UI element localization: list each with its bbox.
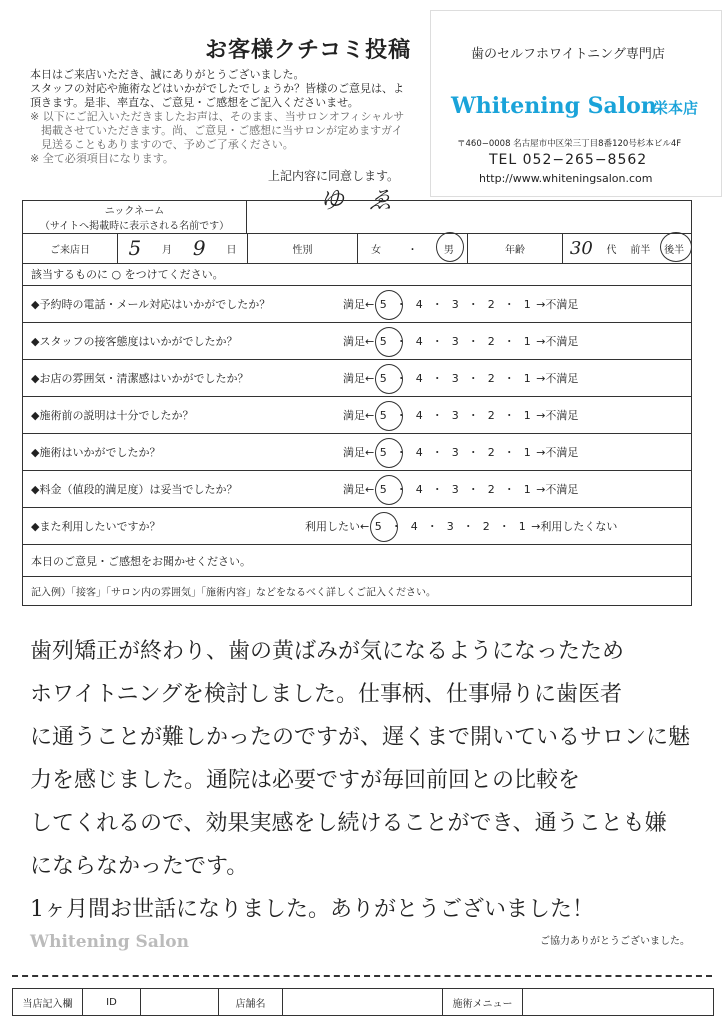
brand-logo: Whitening Salon bbox=[451, 93, 657, 119]
brand-branch: 栄本店 bbox=[653, 99, 699, 117]
rating-scale bbox=[343, 370, 578, 386]
question-row bbox=[23, 433, 691, 471]
staff-use-table bbox=[12, 988, 714, 1016]
visit-day-unit: 日 bbox=[226, 244, 237, 256]
brand-url: http://www.whiteningsalon.com bbox=[479, 172, 653, 185]
scale-option[interactable]: 2 bbox=[487, 334, 495, 348]
scale-separator: ・ bbox=[498, 519, 510, 533]
comment-label: 本日のご意見・ご感想をお聞かせください。 bbox=[31, 555, 251, 568]
scale-separator: ・ bbox=[503, 297, 515, 311]
rating-scale bbox=[343, 333, 578, 349]
scale-option[interactable]: 4 bbox=[415, 297, 423, 311]
comment-line: に通うことが難しかったのですが、遅くまで開いているサロンに魅 bbox=[30, 725, 691, 750]
page-title: お客様クチコミ投稿 bbox=[205, 38, 412, 63]
question-row bbox=[23, 396, 691, 434]
question-text: ◆また利用したいですか？ bbox=[31, 519, 161, 533]
comment-label-row bbox=[23, 546, 691, 577]
question-text: ◆スタッフの接客態度はいかがでしたか？ bbox=[31, 334, 238, 348]
scale-separator: ・ bbox=[503, 371, 515, 385]
scale-left-label: 満足← bbox=[343, 408, 375, 422]
scale-option[interactable]: 3 bbox=[451, 482, 459, 496]
scale-option[interactable]: 1 bbox=[523, 334, 531, 348]
question-row bbox=[23, 322, 691, 360]
age-unit: 代 bbox=[606, 244, 617, 256]
question-text: ◆お店の雰囲気・清潔感はいかがでしたか？ bbox=[31, 371, 249, 385]
intro-line: スタッフの対応や施術などはいかがでしたでしょうか？皆様のご意見は、よ bbox=[30, 82, 404, 95]
staff-cell: 施術メニュー bbox=[443, 989, 523, 1015]
scale-option[interactable]: 1 bbox=[523, 408, 531, 422]
scale-separator: ・ bbox=[431, 482, 443, 496]
question-text: ◆施術はいかがでしたか？ bbox=[31, 445, 161, 459]
selection-circle bbox=[436, 232, 464, 262]
question-row bbox=[23, 470, 691, 508]
scale-option[interactable]: 1 bbox=[523, 445, 531, 459]
scale-separator: ・ bbox=[503, 482, 515, 496]
handwritten-comment bbox=[30, 630, 702, 931]
scale-left-label: 満足← bbox=[343, 482, 375, 496]
intro-text bbox=[30, 68, 440, 166]
scale-left-label: 利用したい← bbox=[305, 519, 370, 533]
scale-option[interactable]: 5 bbox=[374, 483, 392, 496]
scale-separator: ・ bbox=[431, 334, 443, 348]
staff-cell[interactable] bbox=[523, 989, 713, 1015]
note-line: ※ 全て必須項目になります。 bbox=[30, 152, 174, 165]
scale-separator: ・ bbox=[390, 519, 402, 533]
footer-logo: Whitening Salon bbox=[30, 932, 190, 952]
scale-separator: ・ bbox=[431, 445, 443, 459]
rating-scale bbox=[305, 518, 617, 534]
age-value-cell bbox=[563, 233, 691, 263]
rating-scale bbox=[343, 444, 578, 460]
example-text: 記入例）「接客」「サロン内の雰囲気」「施術内容」などをなるべく詳しくご記入ください。 bbox=[31, 587, 436, 598]
scale-option[interactable]: 1 bbox=[523, 371, 531, 385]
staff-cell[interactable] bbox=[283, 989, 443, 1015]
note-line: 掲載させていただきます。尚、ご意見・ご感想に当サロンが定めますガイ bbox=[30, 124, 403, 137]
scale-separator: ・ bbox=[431, 371, 443, 385]
scale-option[interactable]: 5 bbox=[374, 409, 392, 422]
brand-address: 〒460−0008 名古屋市中区栄三丁目8番120号杉本ビル4F bbox=[457, 139, 682, 149]
scale-separator: ・ bbox=[467, 297, 479, 311]
comment-line: してくれるので、効果実感をし続けることができ、通うことも嫌 bbox=[30, 811, 667, 836]
survey-form bbox=[22, 200, 692, 606]
comment-line: にならなかったです。 bbox=[30, 854, 249, 879]
rating-scale bbox=[343, 296, 578, 312]
scale-option[interactable]: 5 bbox=[369, 520, 387, 533]
scale-option[interactable]: 4 bbox=[415, 371, 423, 385]
rating-scale bbox=[343, 481, 578, 497]
scale-right-label: →不満足 bbox=[536, 371, 579, 385]
scale-right-label: →不満足 bbox=[536, 482, 579, 496]
staff-cell: ID bbox=[83, 989, 141, 1015]
note-line: ※ 以下にご記入いただきましたお声は、そのまま、当サロンオフィシャルサ bbox=[30, 110, 405, 123]
scale-separator: ・ bbox=[426, 519, 438, 533]
age-second-label: 後半 bbox=[664, 244, 685, 256]
scale-separator: ・ bbox=[467, 408, 479, 422]
nickname-row bbox=[23, 201, 691, 234]
scale-separator: ・ bbox=[431, 297, 443, 311]
scale-option[interactable]: 3 bbox=[451, 297, 459, 311]
staff-cell: 当店記入欄 bbox=[13, 989, 83, 1015]
staff-cell: 店舗名 bbox=[219, 989, 283, 1015]
scale-left-label: 満足← bbox=[343, 371, 375, 385]
note-line: 見送ることもありますので、予めご了承ください。 bbox=[30, 138, 294, 151]
example-row bbox=[23, 576, 691, 605]
scale-separator: ・ bbox=[431, 408, 443, 422]
brand-tagline: 歯のセルフホワイトニング専門店 bbox=[471, 47, 665, 62]
gender-separator: ・ bbox=[407, 244, 418, 256]
scale-separator: ・ bbox=[395, 297, 407, 311]
scale-option[interactable]: 2 bbox=[487, 371, 495, 385]
scale-option[interactable]: 1 bbox=[523, 482, 531, 496]
gender-options-cell bbox=[358, 233, 468, 263]
scale-option[interactable]: 3 bbox=[451, 371, 459, 385]
scale-separator: ・ bbox=[467, 445, 479, 459]
scale-option[interactable]: 5 bbox=[374, 335, 392, 348]
visit-row bbox=[23, 233, 691, 264]
gender-label: 性別 bbox=[292, 244, 313, 256]
scale-option[interactable]: 5 bbox=[374, 372, 392, 385]
scale-right-label: →不満足 bbox=[536, 297, 579, 311]
brand-tel: TEL 052−265−8562 bbox=[489, 152, 648, 168]
scale-right-label: →利用したくない bbox=[531, 519, 618, 533]
scale-separator: ・ bbox=[503, 408, 515, 422]
scale-option[interactable]: 2 bbox=[482, 519, 490, 533]
scale-option[interactable]: 4 bbox=[415, 408, 423, 422]
instruction-text: 該当するものに ○ をつけてください。 bbox=[31, 268, 224, 281]
nickname-sub-label: （サイトへ掲載時に表示される名前です） bbox=[39, 221, 230, 232]
visit-month-value: 5 bbox=[128, 236, 142, 260]
visit-label: ご来店日 bbox=[50, 244, 90, 256]
scale-separator: ・ bbox=[395, 445, 407, 459]
gender-male-label: 男 bbox=[443, 244, 454, 256]
scale-option[interactable]: 4 bbox=[415, 334, 423, 348]
scale-separator: ・ bbox=[462, 519, 474, 533]
scale-left-label: 満足← bbox=[343, 297, 375, 311]
scale-option[interactable]: 4 bbox=[410, 519, 418, 533]
question-row bbox=[23, 507, 691, 545]
scale-option[interactable]: 2 bbox=[487, 445, 495, 459]
visit-date-cell bbox=[118, 233, 248, 263]
age-label-cell bbox=[468, 233, 563, 263]
scale-separator: ・ bbox=[503, 445, 515, 459]
brand-card bbox=[430, 10, 722, 197]
scale-separator: ・ bbox=[395, 334, 407, 348]
visit-day-value: 9 bbox=[192, 236, 206, 260]
visit-month-unit: 月 bbox=[162, 244, 173, 256]
agreement-text: 上記内容に同意します。 bbox=[268, 169, 400, 183]
scale-right-label: →不満足 bbox=[536, 334, 579, 348]
rating-scale bbox=[343, 407, 578, 423]
scale-option[interactable]: 4 bbox=[415, 482, 423, 496]
comment-line: 歯列矯正が終わり、歯の黄ばみが気になるようになったため bbox=[30, 639, 625, 664]
question-text: ◆料金（値段的満足度）は妥当でしたか？ bbox=[31, 482, 238, 496]
question-row bbox=[23, 285, 691, 323]
comment-line: ホワイトニングを検討しました。仕事柄、仕事帰りに歯医者 bbox=[30, 682, 623, 707]
gender-female[interactable]: 女 bbox=[371, 244, 382, 256]
intro-line: 頂きます。是非、率直な、ご意見・ご感想をご記入くださいませ。 bbox=[30, 96, 359, 109]
scale-option[interactable]: 3 bbox=[446, 519, 454, 533]
scale-separator: ・ bbox=[503, 334, 515, 348]
scale-separator: ・ bbox=[467, 371, 479, 385]
gender-male[interactable] bbox=[444, 241, 454, 256]
scale-left-label: 満足← bbox=[343, 445, 375, 459]
scale-option[interactable]: 3 bbox=[451, 445, 459, 459]
scale-right-label: →不満足 bbox=[536, 445, 579, 459]
question-row bbox=[23, 359, 691, 397]
age-first-half[interactable]: 前半 bbox=[630, 244, 651, 256]
scale-option[interactable]: 3 bbox=[451, 334, 459, 348]
scale-option[interactable]: 5 bbox=[374, 298, 392, 311]
intro-line: 本日はご来店いただき、誠にありがとうございました。 bbox=[30, 68, 305, 81]
agreement-signature: ゆ ゑ bbox=[320, 186, 392, 214]
comment-line: 力を感じました。通院は必要ですが毎回前回との比較を bbox=[30, 768, 581, 793]
instruction-row bbox=[23, 263, 691, 286]
scale-right-label: →不満足 bbox=[536, 408, 579, 422]
age-value: 30 bbox=[569, 237, 593, 259]
scale-separator: ・ bbox=[395, 482, 407, 496]
scale-left-label: 満足← bbox=[343, 334, 375, 348]
cut-line bbox=[12, 975, 712, 977]
question-text: ◆予約時の電話・メール対応はいかがでしたか？ bbox=[31, 297, 271, 311]
scale-separator: ・ bbox=[467, 482, 479, 496]
scale-separator: ・ bbox=[467, 334, 479, 348]
scale-option[interactable]: 2 bbox=[487, 482, 495, 496]
scale-option[interactable]: 1 bbox=[523, 297, 531, 311]
scale-separator: ・ bbox=[395, 408, 407, 422]
age-second-half[interactable] bbox=[664, 241, 684, 256]
nickname-label-cell bbox=[23, 201, 247, 233]
nickname-label: ニックネーム bbox=[104, 206, 165, 217]
gender-label-cell bbox=[248, 233, 358, 263]
scale-option[interactable]: 1 bbox=[518, 519, 526, 533]
scale-option[interactable]: 2 bbox=[487, 297, 495, 311]
scale-option[interactable]: 5 bbox=[374, 446, 392, 459]
age-label: 年齢 bbox=[505, 244, 525, 256]
comment-line: 1ヶ月間お世話になりました。ありがとうございました！ bbox=[30, 897, 594, 922]
scale-separator: ・ bbox=[395, 371, 407, 385]
selection-circle bbox=[660, 232, 692, 262]
scale-option[interactable]: 2 bbox=[487, 408, 495, 422]
thanks-text: ご協力ありがとうございました。 bbox=[540, 936, 690, 947]
visit-label-cell bbox=[23, 233, 118, 263]
scale-option[interactable]: 3 bbox=[451, 408, 459, 422]
question-text: ◆施術前の説明は十分でしたか？ bbox=[31, 408, 194, 422]
scale-option[interactable]: 4 bbox=[415, 445, 423, 459]
staff-cell[interactable] bbox=[141, 989, 219, 1015]
